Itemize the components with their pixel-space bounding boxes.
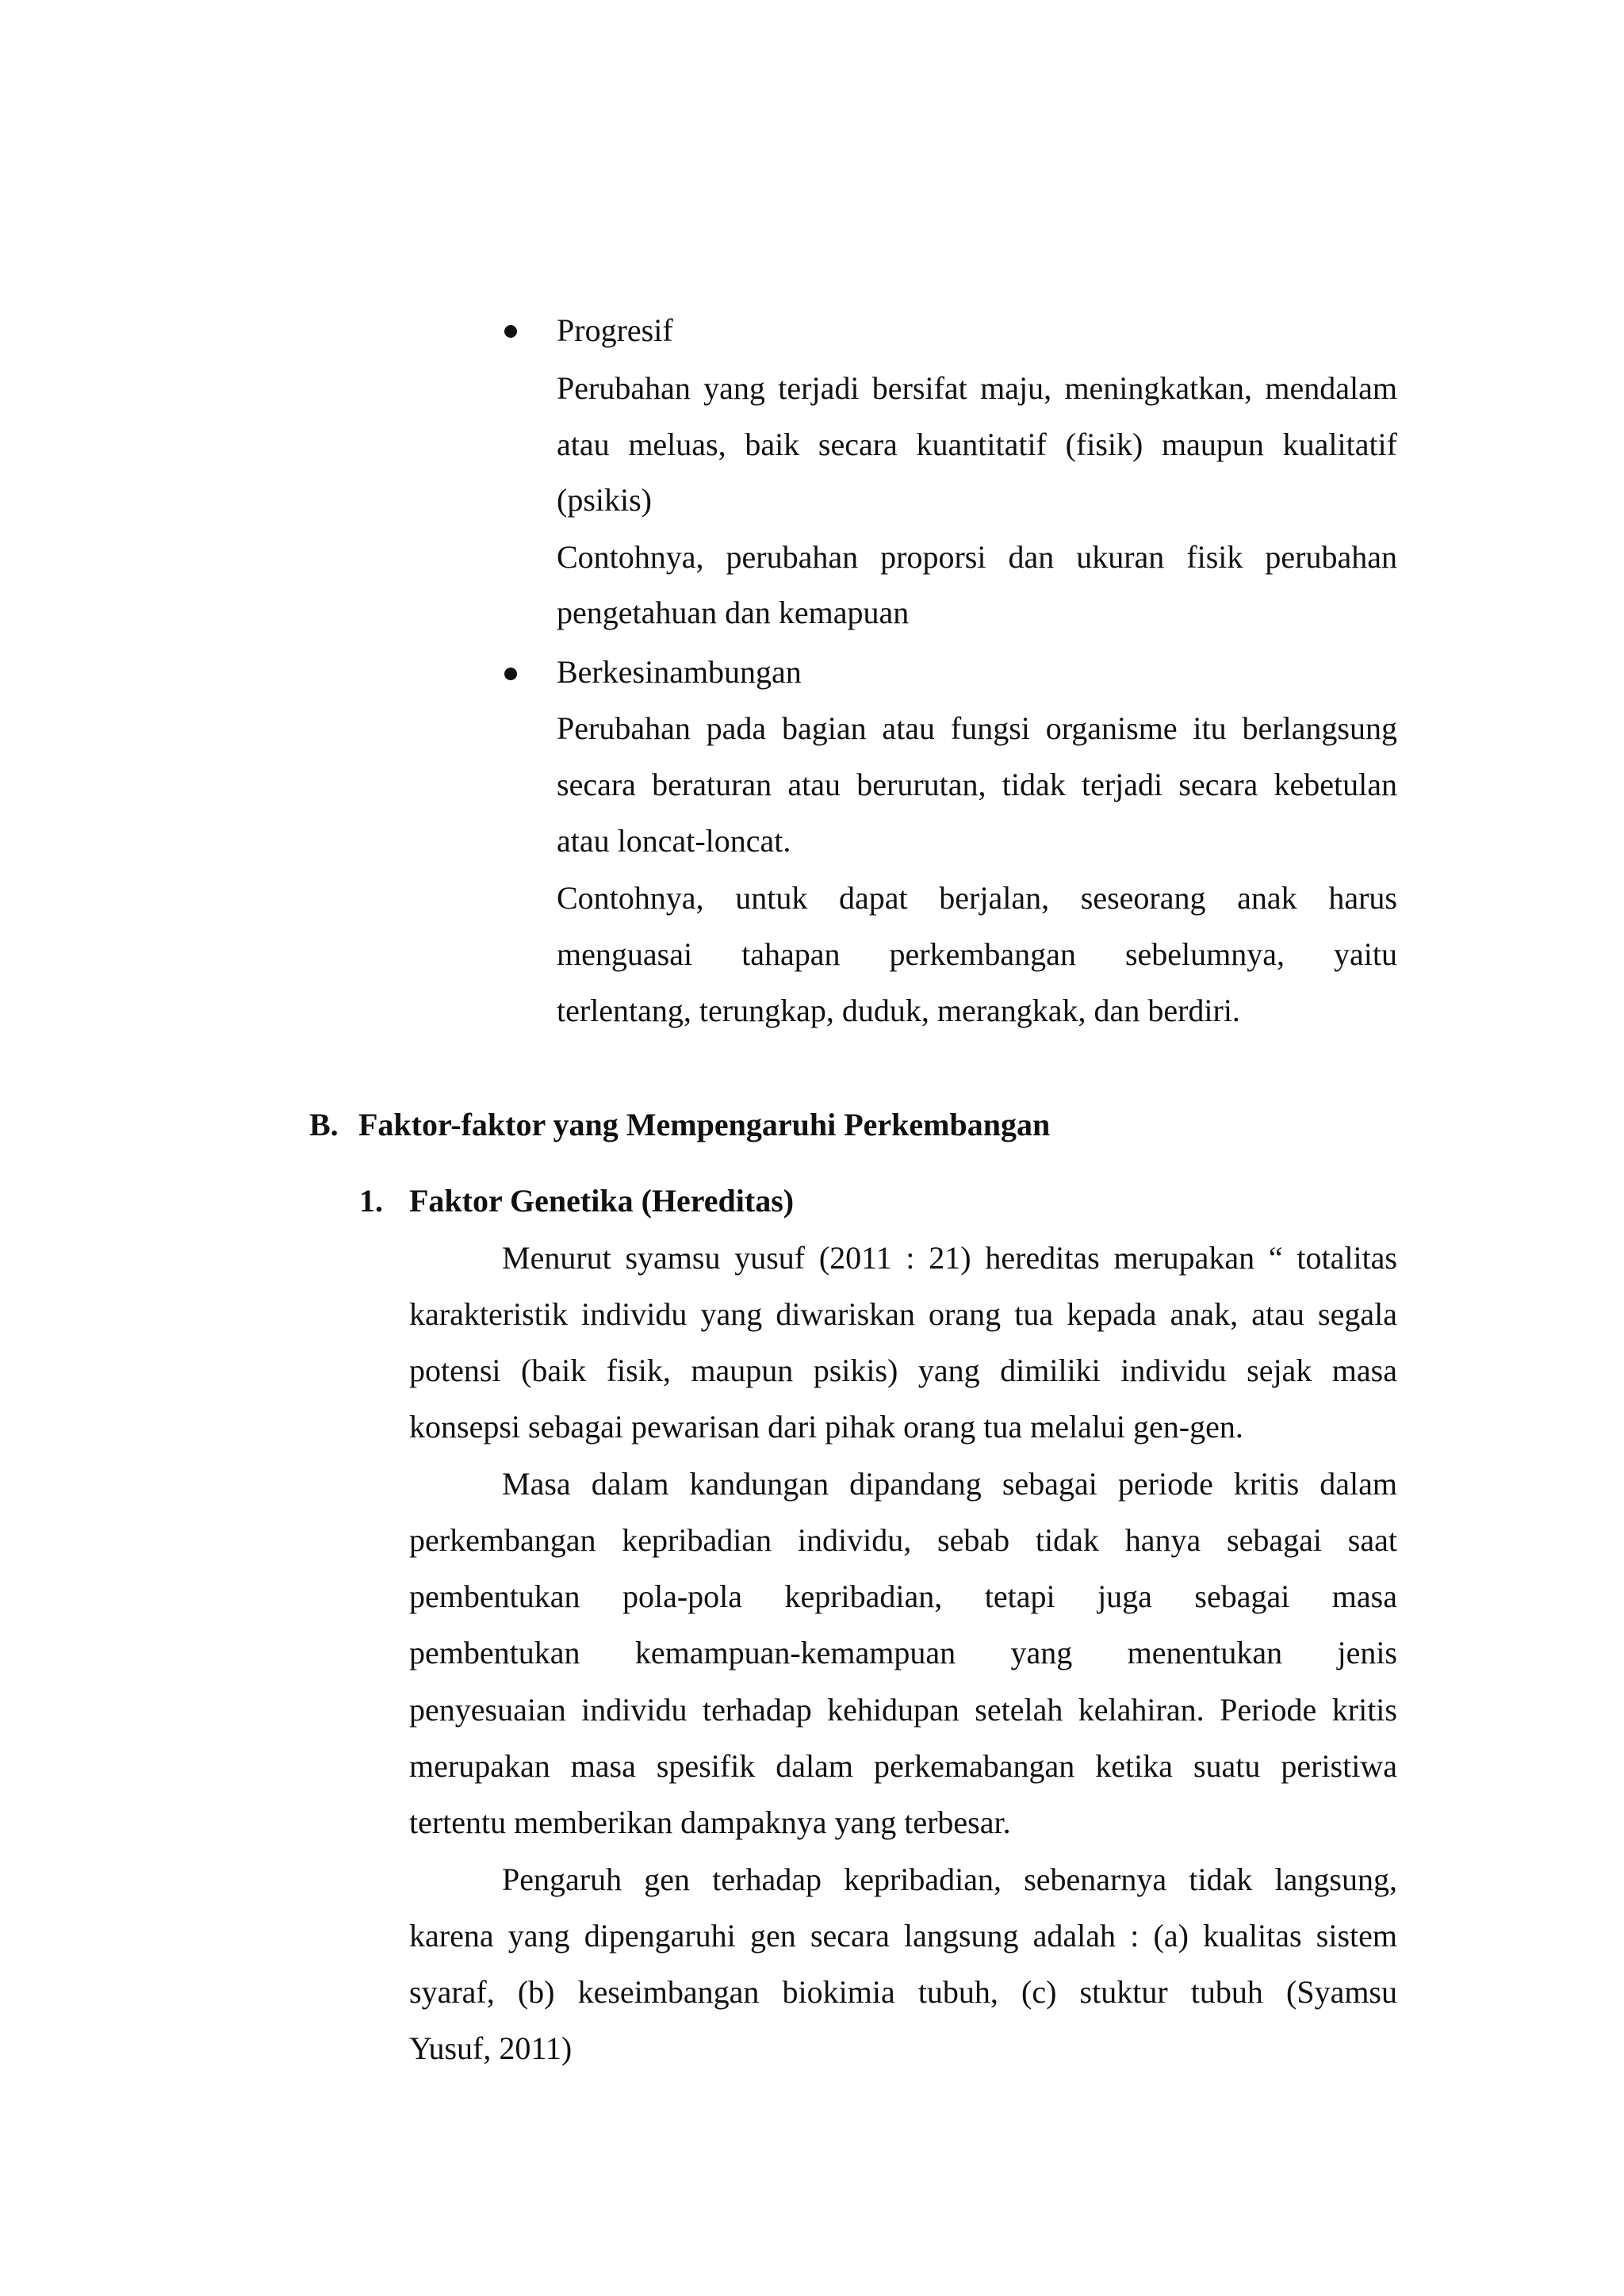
text-line: Menurut syamsu yusuf (2011 : 21) hereditas merupakan “ totalitas xyxy=(502,1240,1397,1276)
text-line: secara beraturan atau berurutan, tidak terjadi secara kebetulan xyxy=(557,767,1397,802)
text-line: atau loncat-loncat. xyxy=(557,823,791,859)
text-line: syaraf, (b) keseimbangan biokimia tubuh, (c) stuktur tubuh (Syamsu xyxy=(409,1974,1397,2010)
text-line: Perubahan pada bagian atau fungsi organisme itu berlangsung xyxy=(557,710,1397,746)
bullet-title-berkesinambungan: Berkesinambungan xyxy=(557,654,802,690)
bullet-title-progresif: Progresif xyxy=(557,312,673,348)
text-line: Pengaruh gen terhadap kepribadian, sebenarnya tidak langsung, xyxy=(502,1862,1397,1897)
text-line: atau meluas, baik secara kuantitatif (fisik) maupun kualitatif xyxy=(557,427,1397,462)
text-line: Yusuf, 2011) xyxy=(409,2030,573,2066)
section-b-marker: B. xyxy=(309,1107,339,1142)
text-line: pengetahuan dan kemapuan xyxy=(557,595,910,630)
text-line: pembentukan pola-pola kepribadian, tetapi juga sebagai masa xyxy=(409,1578,1397,1614)
text-line: tertentu memberikan dampaknya yang terbesar. xyxy=(409,1804,1011,1840)
text-line: konsepsi sebagai pewarisan dari pihak orang tua melalui gen-gen. xyxy=(409,1409,1243,1445)
text-line: Contohnya, untuk dapat berjalan, seseorang anak harus xyxy=(557,880,1397,916)
text-line: terlentang, terungkap, duduk, merangkak, dan berdiri. xyxy=(557,993,1240,1028)
text-line: perkembangan kepribadian individu, sebab tidak hanya sebagai saat xyxy=(409,1522,1397,1558)
bullet-icon xyxy=(504,668,517,680)
text-line: menguasai tahapan perkembangan sebelumnya, yaitu xyxy=(557,936,1397,972)
text-line: (psikis) xyxy=(557,482,652,518)
subsection-1-heading: Faktor Genetika (Hereditas) xyxy=(409,1183,795,1219)
subsection-1-marker: 1. xyxy=(359,1183,383,1219)
text-line: pembentukan kemampuan-kemampuan yang menentukan jenis xyxy=(409,1635,1397,1670)
text-line: penyesuaian individu terhadap kehidupan setelah kelahiran. Periode kritis xyxy=(409,1692,1397,1728)
text-line: karakteristik individu yang diwariskan orang tua kepada anak, atau segala xyxy=(409,1296,1397,1332)
text-line: merupakan masa spesifik dalam perkemabangan ketika suatu peristiwa xyxy=(409,1748,1397,1784)
bullet-icon xyxy=(504,325,517,338)
text-line: potensi (baik fisik, maupun psikis) yang dimiliki individu sejak masa xyxy=(409,1353,1397,1388)
text-line: Perubahan yang terjadi bersifat maju, meningkatkan, mendalam xyxy=(557,370,1397,406)
text-line: karena yang dipengaruhi gen secara langsung adalah : (a) kualitas sistem xyxy=(409,1918,1397,1954)
text-line: Masa dalam kandungan dipandang sebagai periode kritis dalam xyxy=(502,1466,1397,1502)
text-line: Contohnya, perubahan proporsi dan ukuran fisik perubahan xyxy=(557,539,1397,575)
section-b-heading: Faktor-faktor yang Mempengaruhi Perkembangan xyxy=(358,1107,1051,1142)
